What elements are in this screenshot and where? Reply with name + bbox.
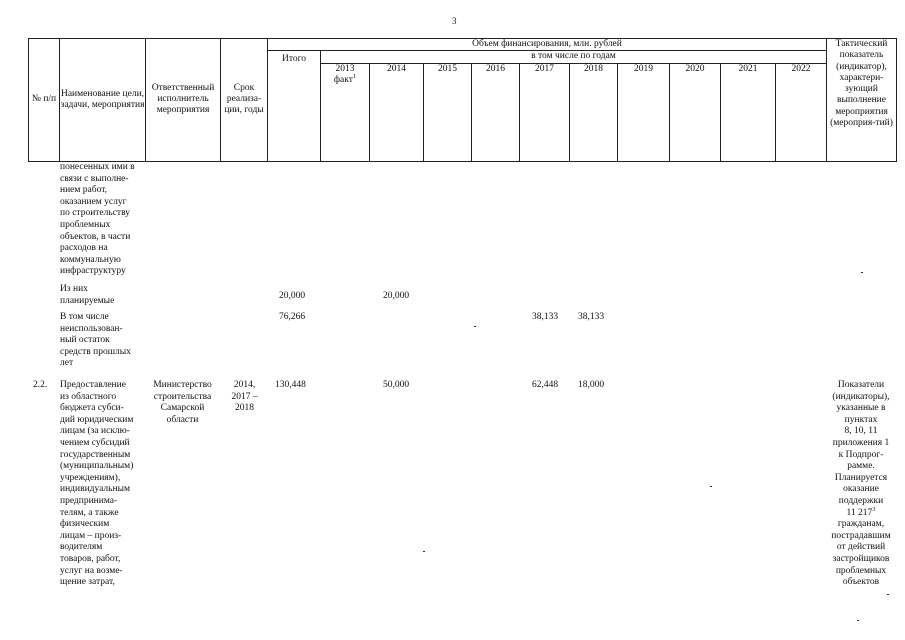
row-planned-text: Из них планируемые [60, 284, 115, 306]
row-22-2017: 62,448 [532, 380, 559, 390]
header-year-2016: 2016 [472, 63, 520, 161]
scan-speck [710, 486, 712, 487]
row-planned-2014: 20,000 [383, 291, 410, 301]
header-funding: Объем финансирования, млн. рублей [268, 39, 827, 51]
scan-speck [887, 594, 889, 595]
header-term: Срок реализа-ции, годы [221, 39, 268, 162]
row-planned-total: 20,000 [279, 291, 306, 301]
header-by-years: в том числе по годам [321, 51, 827, 63]
row-unused-2017: 38,133 [532, 312, 559, 322]
row-22-num: 2.2. [33, 380, 48, 390]
header-year-2013: 2013 факт$^1$ [321, 63, 370, 161]
row-unused-2018: 38,133 [578, 312, 605, 322]
row-cont-text: понесенных ими в связи с выполне- нием работ, оказанием услуг по строительству проблемных объектов, в части расходов на коммунальную инфраструктуру [60, 162, 135, 277]
header-total: Итого [268, 51, 321, 161]
header-year-2017: 2017 [520, 63, 570, 161]
row-22-term: 2014, 2017 – 2018 [231, 380, 258, 414]
row-22-total: 130,448 [275, 380, 306, 390]
table-header [28, 38, 897, 162]
row-unused-total: 76,266 [279, 312, 306, 322]
header-year-2018: 2018 [570, 63, 618, 161]
row-unused-text: В том числе неиспользован- ный остаток средств прошлых лет [60, 312, 131, 369]
header-indicator: Тактический показатель (индикатор), характери-зующий выполнение мероприятия (мероприя-тий) [827, 39, 897, 162]
scan-speck [861, 272, 863, 273]
row-22-responsible: Министерство строительства Самарской области [153, 380, 212, 425]
header-year-2022: 2022 [776, 63, 827, 161]
header-num: № п/п [29, 39, 60, 162]
scan-speck [857, 620, 859, 621]
scan-speck [423, 551, 425, 552]
header-responsible: Ответственный исполнитель мероприятия [146, 39, 221, 162]
header-year-2019: 2019 [618, 63, 670, 161]
scan-speck [474, 326, 476, 327]
header-name: Наименование цели, задачи, мероприятия [60, 39, 146, 162]
header-year-2015: 2015 [424, 63, 472, 161]
row-22-indicator: Показатели (индикаторы), указанные в пунктах 8, 10, 11 приложения 1 к Подпрог- рамме. Планируется оказание поддержки 11 $217^3$ гражданам, пострадавшим от действий застройщиков проблемных объектов [831, 380, 891, 588]
header-year-2014: 2014 [370, 63, 424, 161]
page-number: 3 [452, 16, 457, 26]
header-year-2020: 2020 [670, 63, 721, 161]
header-year-2021: 2021 [721, 63, 776, 161]
row-22-2014: 50,000 [383, 380, 410, 390]
row-22-2018: 18,000 [578, 380, 605, 390]
row-22-name: Предоставление из областного бюджета субси- дий юридическим лицам (за исклю- чением субсидий государственным (муниципальным) учреждениям), индивидуальным предпринима- телям, а также физическим лицам – произ- водителям товаров, работ, услуг на возме- щение затрат, [60, 380, 134, 588]
